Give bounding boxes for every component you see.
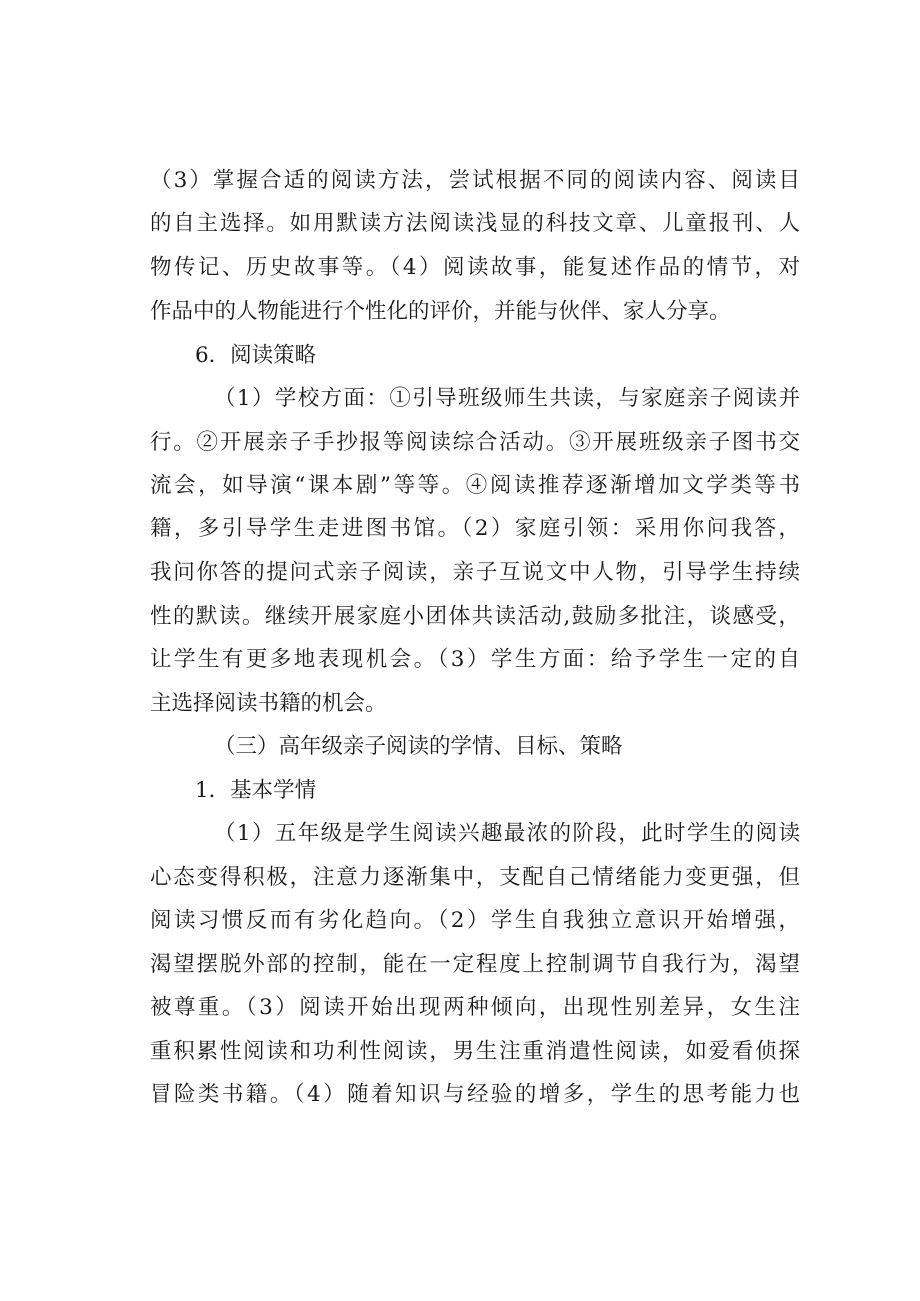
paragraph-line: 阅读习惯反而有劣化趋向。（2）学生自我独立意识开始增强， bbox=[150, 908, 800, 933]
paragraph-line: 物传记、历史故事等。（4）阅读故事，能复述作品的情节，对 bbox=[150, 255, 800, 280]
paragraph-line: 行。②开展亲子手抄报等阅读综合活动。③开展班级亲子图书交 bbox=[150, 430, 800, 455]
paragraph-line: 让学生有更多地表现机会。（3）学生方面：给予学生一定的自 bbox=[150, 647, 800, 672]
paragraph-line: 我问你答的提问式亲子阅读，亲子互说文中人物，引导学生持续 bbox=[150, 560, 800, 585]
paragraph-line: 被尊重。（3）阅读开始出现两种倾向，出现性别差异，女生注 bbox=[150, 995, 800, 1020]
paragraph-line: 重积累性阅读和功利性阅读，男生注重消遣性阅读，如爱看侦探 bbox=[150, 1039, 800, 1064]
section-heading: （三）高年级亲子阅读的学情、目标、策略 bbox=[214, 734, 623, 759]
paragraph-line: 冒险类书籍。（4）随着知识与经验的增多，学生的思考能力也 bbox=[150, 1082, 800, 1107]
section-heading: 6．阅读策略 bbox=[195, 343, 317, 368]
paragraph-line: 的自主选择。如用默读方法阅读浅显的科技文章、儿童报刊、人 bbox=[150, 211, 800, 236]
paragraph-line: 心态变得积极，注意力逐渐集中，支配自己情绪能力变更强，但 bbox=[150, 865, 800, 890]
paragraph-line: 作品中的人物能进行个性化的评价，并能与伙伴、家人分享。 bbox=[150, 299, 731, 324]
paragraph-line: 渴望摆脱外部的控制，能在一定程度上控制调节自我行为，渴望 bbox=[150, 952, 800, 977]
paragraph-line: （3）掌握合适的阅读方法，尝试根据不同的阅读内容、阅读目 bbox=[150, 168, 800, 193]
paragraph-line: 流会，如导演“课本剧”等等。④阅读推荐逐渐增加文学类等书 bbox=[150, 473, 800, 498]
paragraph-line: （1）学校方面：①引导班级师生共读，与家庭亲子阅读并 bbox=[214, 386, 800, 411]
section-heading: 1．基本学情 bbox=[195, 778, 317, 803]
paragraph-line: 籍，多引导学生走进图书馆。（2）家庭引领：采用你问我答， bbox=[150, 516, 800, 541]
paragraph-line: （1）五年级是学生阅读兴趣最浓的阶段，此时学生的阅读 bbox=[214, 821, 800, 846]
paragraph-line: 性的默读。继续开展家庭小团体共读活动,鼓励多批注，谈感受， bbox=[150, 604, 800, 629]
paragraph-line: 主选择阅读书籍的机会。 bbox=[150, 691, 387, 716]
